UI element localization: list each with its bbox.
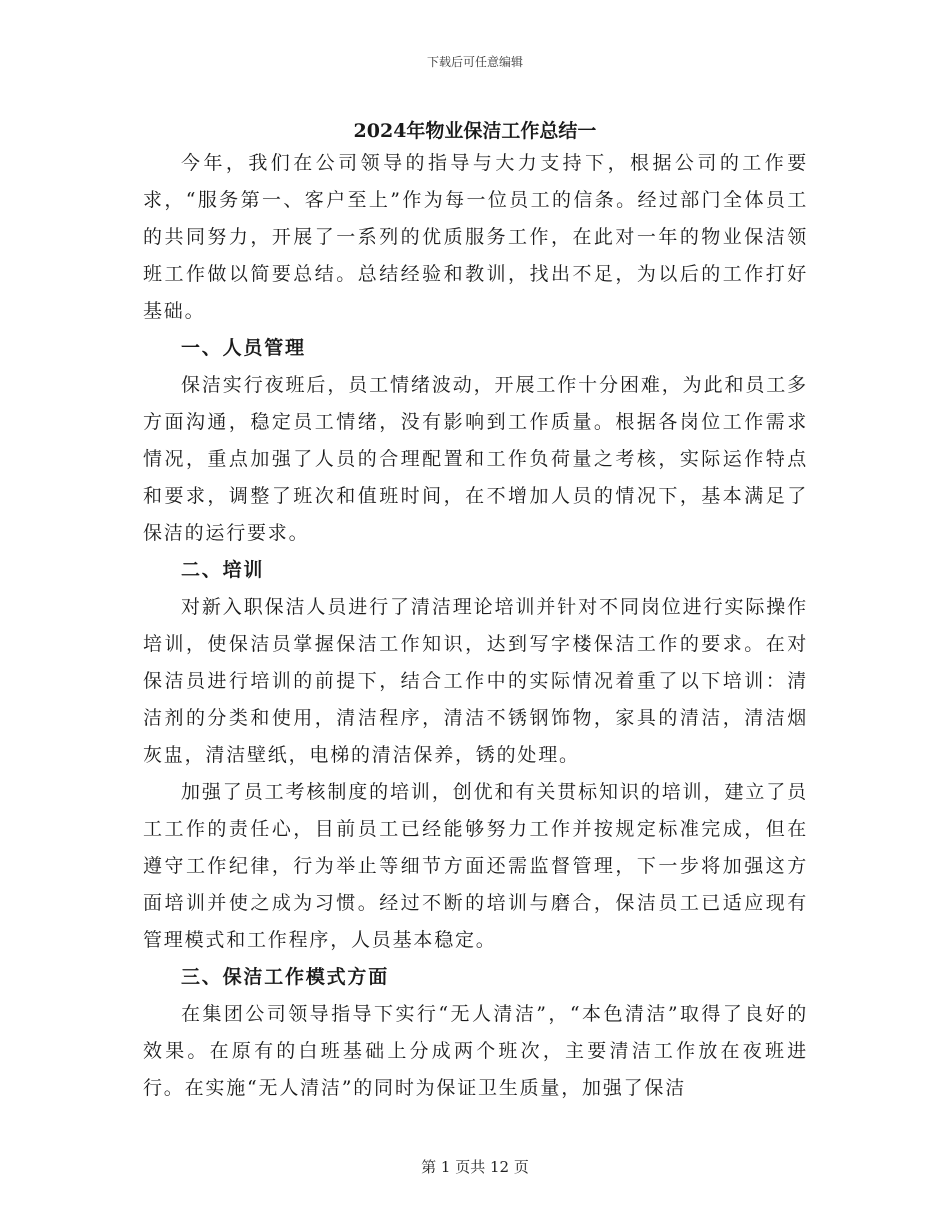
download-note: 下载后可任意编辑 — [426, 55, 523, 69]
page-number-footer: 第 1 页共 12 页 — [421, 1158, 529, 1176]
section-heading-training: 二、培训 — [181, 559, 265, 581]
work-mode-paragraph: 在集团公司领导指导下实行“无人清洁”，“本色清洁”取得了良好的效果。在原有的白班基础上分成两个班次，主要清洁工作放在夜班进行。在实施“无人清洁”的同时为保证卫生质量，加强了保洁 — [143, 1003, 808, 1099]
section-heading-personnel: 一、人员管理 — [181, 337, 306, 359]
section-heading-work-mode: 三、保洁工作模式方面 — [181, 966, 390, 988]
document-title: 2024年物业保洁工作总结一 — [353, 120, 597, 142]
training-paragraph-2: 加强了员工考核制度的培训，创优和有关贯标知识的培训，建立了员工工作的责任心，目前员工已经能够努力工作并按规定标准完成，但在遵守工作纪律，行为举止等细节方面还需监督管理，下一步将加强这方面培训并使之成为习惯。经过不断的培训与磨合，保洁员工已适应现有管理模式和工作程序，人员基本稳定。 — [143, 781, 808, 951]
personnel-paragraph: 保洁实行夜班后，员工情绪波动，开展工作十分困难，为此和员工多方面沟通，稳定员工情绪，没有影响到工作质量。根据各岗位工作需求情况，重点加强了人员的合理配置和工作负荷量之考核，实际运作特点和要求，调整了班次和值班时间，在不增加人员的情况下，基本满足了保洁的运行要求。 — [143, 374, 808, 544]
document-body — [143, 145, 808, 1107]
training-paragraph-1: 对新入职保洁人员进行了清洁理论培训并针对不同岗位进行实际操作培训，使保洁员掌握保洁工作知识，达到写字楼保洁工作的要求。在对保洁员进行培训的前提下，结合工作中的实际情况着重了以下培训：清洁剂的分类和使用，清洁程序，清洁不锈钢饰物，家具的清洁，清洁烟灰盅，清洁壁纸，电梯的清洁保养，锈的处理。 — [143, 596, 808, 766]
intro-paragraph: 今年，我们在公司领导的指导与大力支持下，根据公司的工作要求，“服务第一、客户至上”作为每一位员工的信条。经过部门全体员工的共同努力，开展了一系列的优质服务工作，在此对一年的物业保洁领班工作做以简要总结。总结经验和教训，找出不足，为以后的工作打好基础。 — [143, 152, 808, 322]
